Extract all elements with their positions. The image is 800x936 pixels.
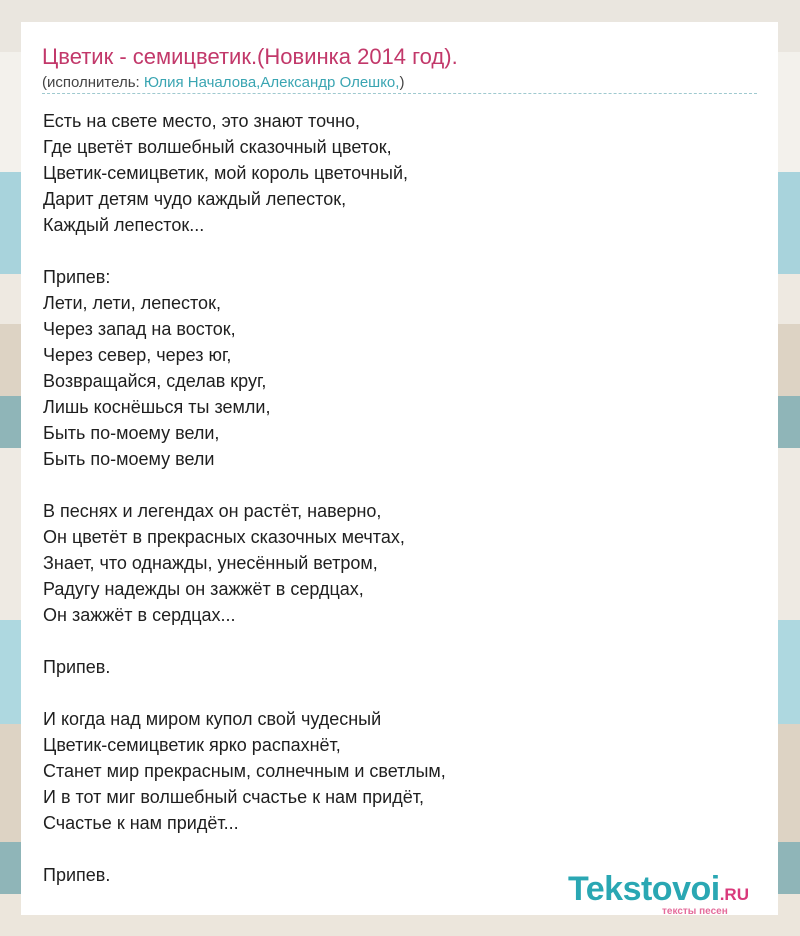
logo-name: Tekstovoi [568,870,720,908]
lyric-line: Счастье к нам придёт... [43,813,239,833]
lyric-line: Через север, через юг, [43,345,232,365]
divider [42,93,757,94]
lyric-line: Припев. [43,657,111,677]
lyric-line: Есть на свете место, это знают точно, [43,111,361,131]
performer-link[interactable]: Юлия Началова,Александр Олешко, [143,74,400,91]
lyric-line: И когда над миром купол свой чудесный [43,709,382,729]
logo-tagline: тексты песен [662,906,728,917]
lyric-line: Лишь коснёшься ты земли, [43,397,271,417]
lyric-line: И в тот миг волшебный счастье к нам придёт, [43,787,424,807]
lyric-line [43,836,743,862]
lyric-line: Цветик-семицветик, мой король цветочный, [43,163,409,183]
logo-tld: .RU [719,885,749,904]
lyric-line: Быть по-моему вели [43,449,215,469]
site-logo[interactable] [568,870,778,918]
lyric-line: Радугу надежды он зажжёт в сердцах, [43,579,364,599]
lyrics-text [43,108,743,888]
lyric-line [43,238,743,264]
lyric-line: Припев: [43,267,111,287]
logo-wordmark [568,870,749,909]
lyric-line: Цветик-семицветик ярко распахнёт, [43,735,341,755]
lyric-line: Где цветёт волшебный сказочный цветок, [43,137,392,157]
lyric-line: Он зажжёт в сердцах... [43,605,236,625]
lyric-line: Станет мир прекрасным, солнечным и светлым, [43,761,446,781]
lyric-line [43,472,743,498]
lyric-line: Через запад на восток, [43,319,236,339]
lyric-line [43,628,743,654]
lyrics-card [21,22,778,915]
lyric-line: Припев. [43,865,111,885]
lyric-line: Лети, лети, лепесток, [43,293,221,313]
performer-suffix: ) [399,74,405,91]
performer-prefix: (исполнитель: [42,74,144,91]
lyric-line: Каждый лепесток... [43,215,205,235]
lyric-line: Он цветёт в прекрасных сказочных мечтах, [43,527,405,547]
lyric-line: Быть по-моему вели, [43,423,220,443]
song-title: Цветик - семицветик.(Новинка 2014 год). [42,44,458,69]
performer-line [42,74,404,92]
lyric-line [43,680,743,706]
lyric-line: Возвращайся, сделав круг, [43,371,267,391]
lyric-line: Дарит детям чудо каждый лепесток, [43,189,347,209]
lyric-line: Знает, что однажды, унесённый ветром, [43,553,378,573]
lyric-line: В песнях и легендах он растёт, наверно, [43,501,382,521]
